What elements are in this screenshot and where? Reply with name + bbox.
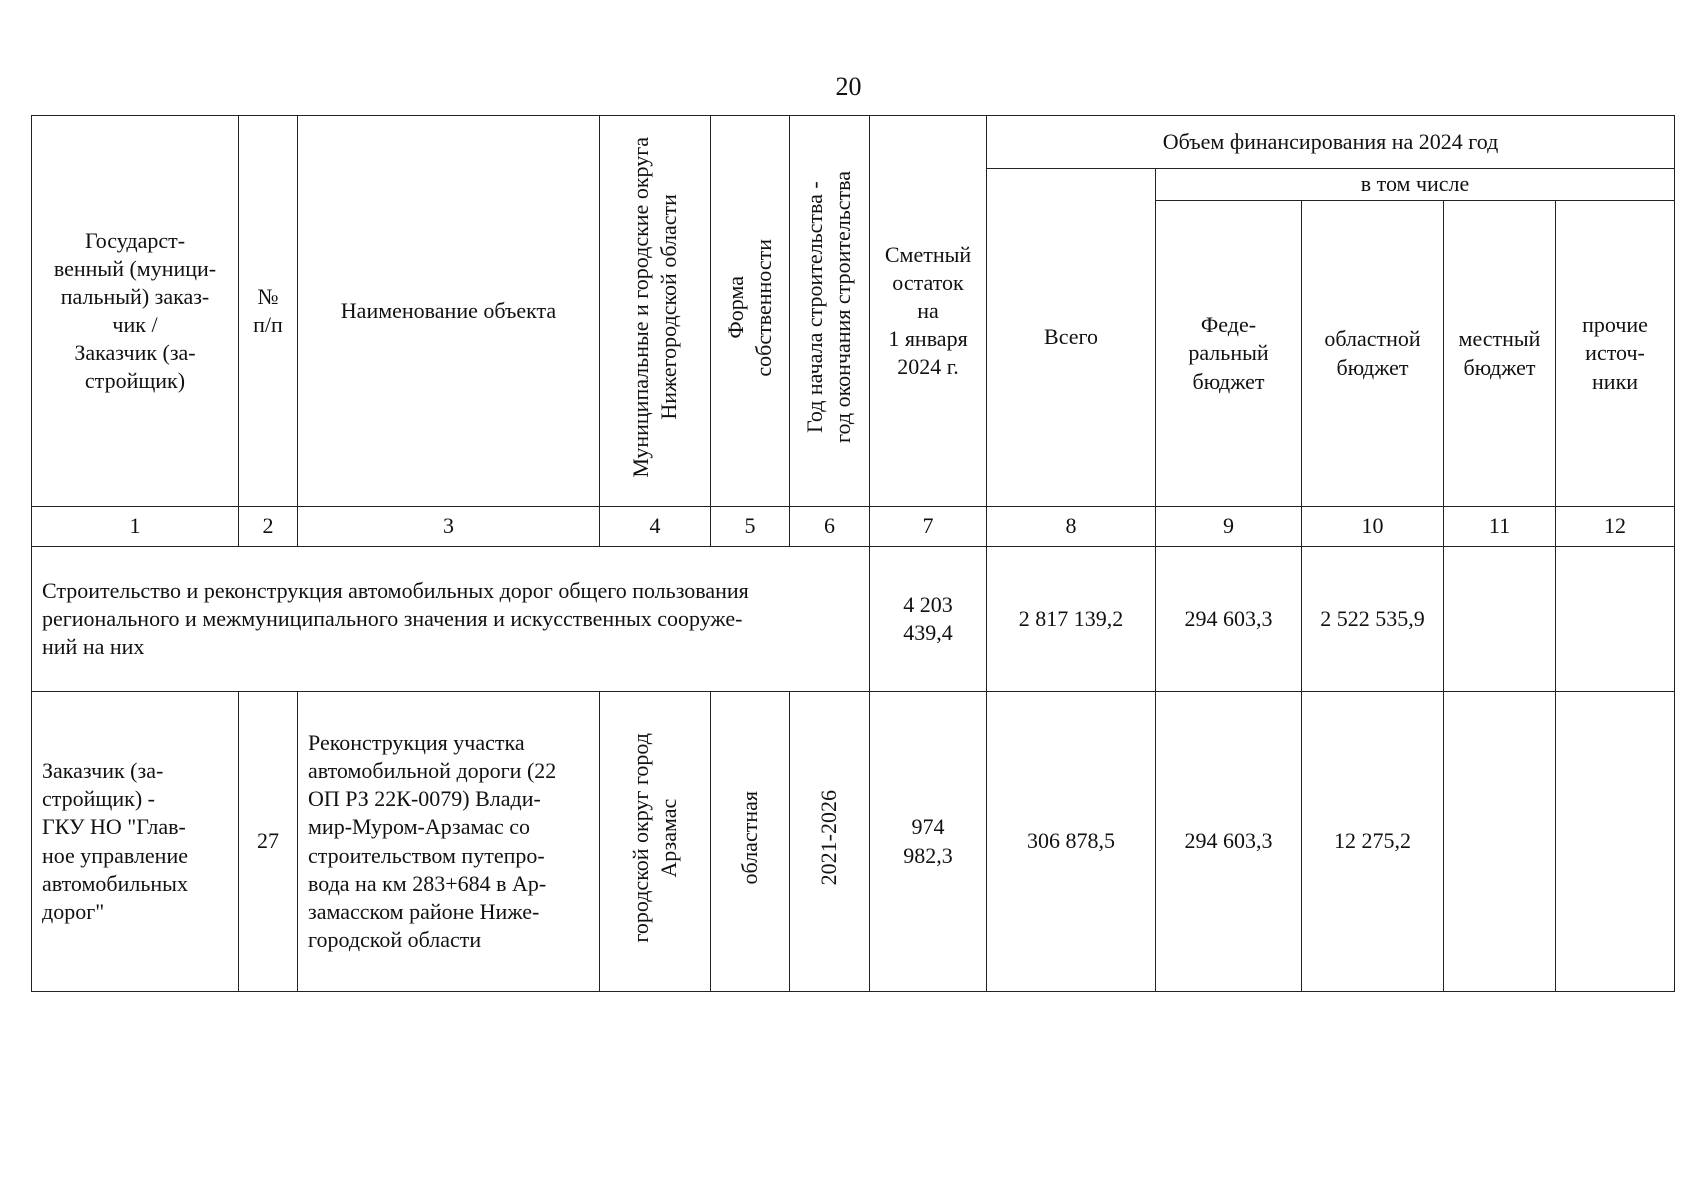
col-num-7: 7 bbox=[870, 507, 987, 547]
header-years: Год начала строительства - год окончания строительства bbox=[790, 116, 870, 507]
row-object-name: Реконструкция участка автомобильной дороги (22 ОП РЗ 22К-0079) Влади- мир-Муром-Арзамас со строительством путепро- вода на км 283+684 в Ар- замасском районе Ниже- городской области bbox=[298, 692, 600, 992]
col-num-2: 2 bbox=[239, 507, 298, 547]
row-other bbox=[1556, 692, 1675, 992]
header-other: прочие источ- ники bbox=[1556, 201, 1675, 507]
header-local: местный бюджет bbox=[1444, 201, 1556, 507]
header-funding-group: Объем финансирования на 2024 год bbox=[987, 116, 1675, 169]
investment-table bbox=[31, 115, 1675, 992]
header-federal: Феде- ральный бюджет bbox=[1156, 201, 1302, 507]
column-numbers-row bbox=[32, 507, 1675, 547]
section-local bbox=[1444, 547, 1556, 692]
row-federal: 294 603,3 bbox=[1156, 692, 1302, 992]
row-regional: 12 275,2 bbox=[1302, 692, 1444, 992]
section-federal: 294 603,3 bbox=[1156, 547, 1302, 692]
section-other bbox=[1556, 547, 1675, 692]
section-total: 2 817 139,2 bbox=[987, 547, 1156, 692]
row-years: 2021-2026 bbox=[790, 692, 870, 992]
row-ownership: областная bbox=[711, 692, 790, 992]
section-remainder: 4 203 439,4 bbox=[870, 547, 987, 692]
header-district: Муниципальные и городские округа Нижегородской области bbox=[600, 116, 711, 507]
col-num-5: 5 bbox=[711, 507, 790, 547]
header-regional: областной бюджет bbox=[1302, 201, 1444, 507]
col-num-11: 11 bbox=[1444, 507, 1556, 547]
col-num-1: 1 bbox=[32, 507, 239, 547]
col-num-4: 4 bbox=[600, 507, 711, 547]
section-row bbox=[32, 547, 1675, 692]
col-num-9: 9 bbox=[1156, 507, 1302, 547]
col-num-10: 10 bbox=[1302, 507, 1444, 547]
header-including: в том числе bbox=[1156, 169, 1675, 201]
row-total: 306 878,5 bbox=[987, 692, 1156, 992]
col-num-8: 8 bbox=[987, 507, 1156, 547]
section-title: Строительство и реконструкция автомобильных дорог общего пользования регионального и межмуниципального значения и искусственных сооруже- ний на них bbox=[32, 547, 870, 692]
row-customer: Заказчик (за- стройщик) - ГКУ НО "Глав- ное управление автомобильных дорог" bbox=[32, 692, 239, 992]
header-object-name: Наименование объекта bbox=[298, 116, 600, 507]
section-regional: 2 522 535,9 bbox=[1302, 547, 1444, 692]
row-local bbox=[1444, 692, 1556, 992]
page-number: 20 bbox=[835, 72, 862, 101]
header-number: № п/п bbox=[239, 116, 298, 507]
header-customer: Государст- венный (муници- пальный) заказ- чик / Заказчик (за- стройщик) bbox=[32, 116, 239, 507]
header-estimated-remainder: Сметный остаток на 1 января 2024 г. bbox=[870, 116, 987, 507]
col-num-3: 3 bbox=[298, 507, 600, 547]
header-total: Всего bbox=[987, 169, 1156, 507]
header-row-1 bbox=[32, 116, 1675, 169]
row-number: 27 bbox=[239, 692, 298, 992]
col-num-6: 6 bbox=[790, 507, 870, 547]
col-num-12: 12 bbox=[1556, 507, 1675, 547]
header-ownership: Форма собственности bbox=[711, 116, 790, 507]
row-remainder: 974 982,3 bbox=[870, 692, 987, 992]
table-row bbox=[32, 692, 1675, 992]
row-district: городской округ город Арзамас bbox=[600, 692, 711, 992]
